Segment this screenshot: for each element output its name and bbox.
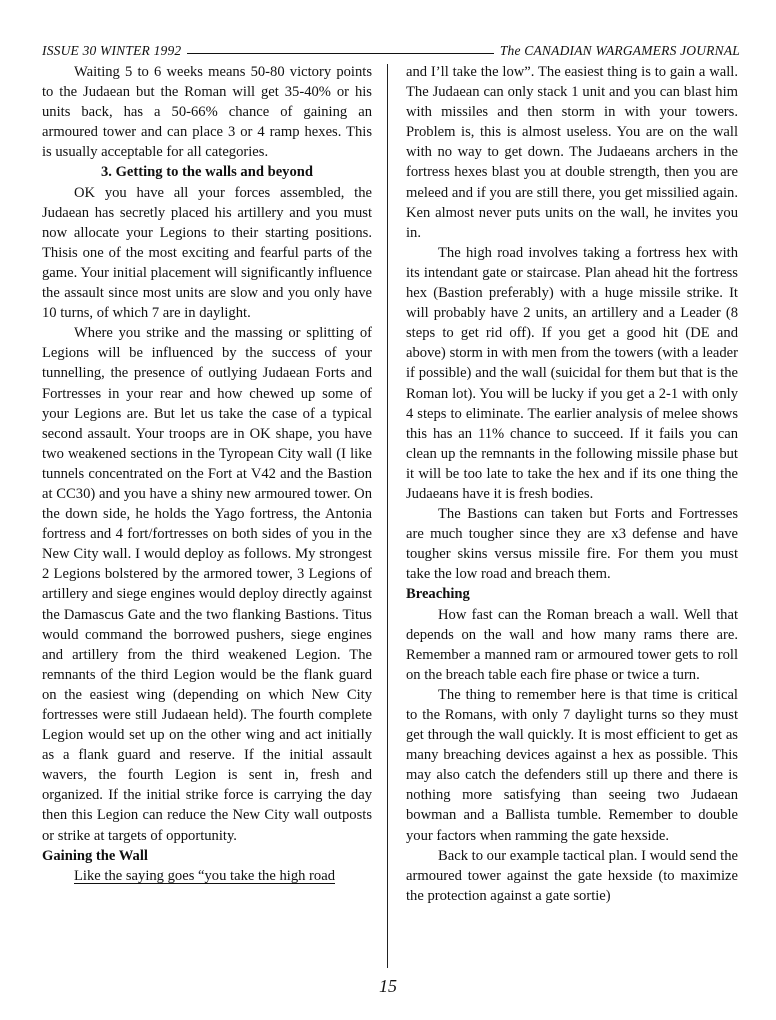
paragraph: The high road involves taking a fortress hex with its intendant gate or staircase. Plan ahead hit the fortress hex (Bastion preferably) with a huge missile strike. It will probably have 2 units, an artillery and a Leader (8 steps to get rid off). If you get a good hit (DE and above) storm in with men from the towers (with a leader if possible) and the wall (suicidal for them but that is the Roman lot). You will be lucky if you get a 2-1 with only 4 steps to eliminate. The earlier analysis of melee shows this has an 11% chance to succeed. If it fails you can clean up the remnants in the following missile phase but it will be too late to take the hex and if its one thing the Judaeans have it is fresh bodies. (406, 244, 738, 502)
paragraph: How fast can the Roman breach a wall. Well that depends on the wall and how many rams there are. Remember a manned ram or armoured tower gets to roll on the breach table each fire phase or twice a turn. (406, 606, 738, 683)
paragraph: Where you strike and the massing or splitting of Legions will be influenced by the success of your tunnelling, the presence of outlying Judaean Forts and Fortresses in your rear and how chewed up some of your Legions are. But let us take the case of a typical second assault. Your troops are in OK shape, you have two weakened sections in the Tyropean City wall (I like tunnels concentrated on the Fort at V42 and the Bastion at CC30) and you have a shiny new armoured tower. On the down side, he holds the Yago fortress, the Antonia fortress and 4 fort/fortresses on both sides of you in the New City wall. I would deploy as follows. My strongest 2 Legions bolstered by the armored tower, 3 Legions of artillery and siege engines would deploy directly against the Damascus Gate and the two flanking Bastions. Titus would command the borrowed pushers, siege engines and artillery from the third weakened Legion. The remnants of the third Legion would be the flank guard on the easiest wing (depending on which New City fortresses were still Judaean held). The fourth complete Legion would set up on the other wing and act initially as a flank guard and reserve. If the initial assault wavers, the fourth Legion is sent in, fresh and organized. If the initial strike force is carrying the day then this Legion can reduce the New City wall outposts or strike at targets of opportunity. (42, 325, 372, 844)
right-column (406, 62, 738, 906)
paragraph: and I’ll take the low”. The easiest thing is to gain a wall. The Judaean can only stack 1 unit and you can blast him with missiles and then storm in with your towers. Problem is, this is almost useless. You are on the wall with no way to get down. The Judaeans archers in the fortress hexes blast you at double strength, then you are meleed and if you are still there, you get missilied again. Ken almost never puts units on the wall, he invites you in. (406, 64, 738, 241)
column-divider (387, 64, 388, 968)
paragraph: The Bastions can taken but Forts and Fortresses are much tougher since they are x3 defense and have tougher skins versus missile fire. For them you must take the low road and breach them. (406, 506, 738, 583)
paragraph: OK you have all your forces assembled, the Judaean has secretly placed his artillery and you must now allocate your Legions to their starting positions. Thisis one of the most exciting and fearful parts of the game. Your initial placement will significantly influence the assault since most units are slow and you only have 10 turns, of which 7 are in daylight. (42, 184, 372, 322)
running-header (42, 37, 740, 59)
header-journal-title: The CANADIAN WARGAMERS JOURNAL (499, 43, 740, 58)
header-rule (187, 53, 493, 54)
paragraph: Back to our example tactical plan. I would send the armoured tower against the gate hexside (to maximize the protection against a gate sortie) (406, 847, 738, 904)
paragraph: Waiting 5 to 6 weeks means 50-80 victory points to the Judaean but the Roman will get 35-40% or his units back, has a 50-66% chance of gaining an armoured tower and can place 3 or 4 ramp hexes. This is usually acceptable for all categories. (42, 64, 372, 161)
section-heading: Breaching (406, 586, 470, 603)
header-issue: ISSUE 30 WINTER 1992 (42, 43, 182, 58)
section-heading: 3. Getting to the walls and beyond (100, 164, 314, 181)
left-column (42, 62, 372, 886)
paragraph: Like the saying goes “you take the high road (74, 867, 335, 884)
paragraph: The thing to remember here is that time is critical to the Romans, with only 7 daylight turns so they must get through the wall quickly. It is most efficient to get as many breaching devices against a hex as possible. This may also catch the defenders still up there and there is nothing more satisfying than seeing two Judaean bowman and a Ballista tumble. Remember to double your factors when ramming the gate hexside. (406, 686, 738, 844)
section-heading: Gaining the Wall (42, 847, 148, 864)
page-number: 15 (379, 976, 397, 996)
